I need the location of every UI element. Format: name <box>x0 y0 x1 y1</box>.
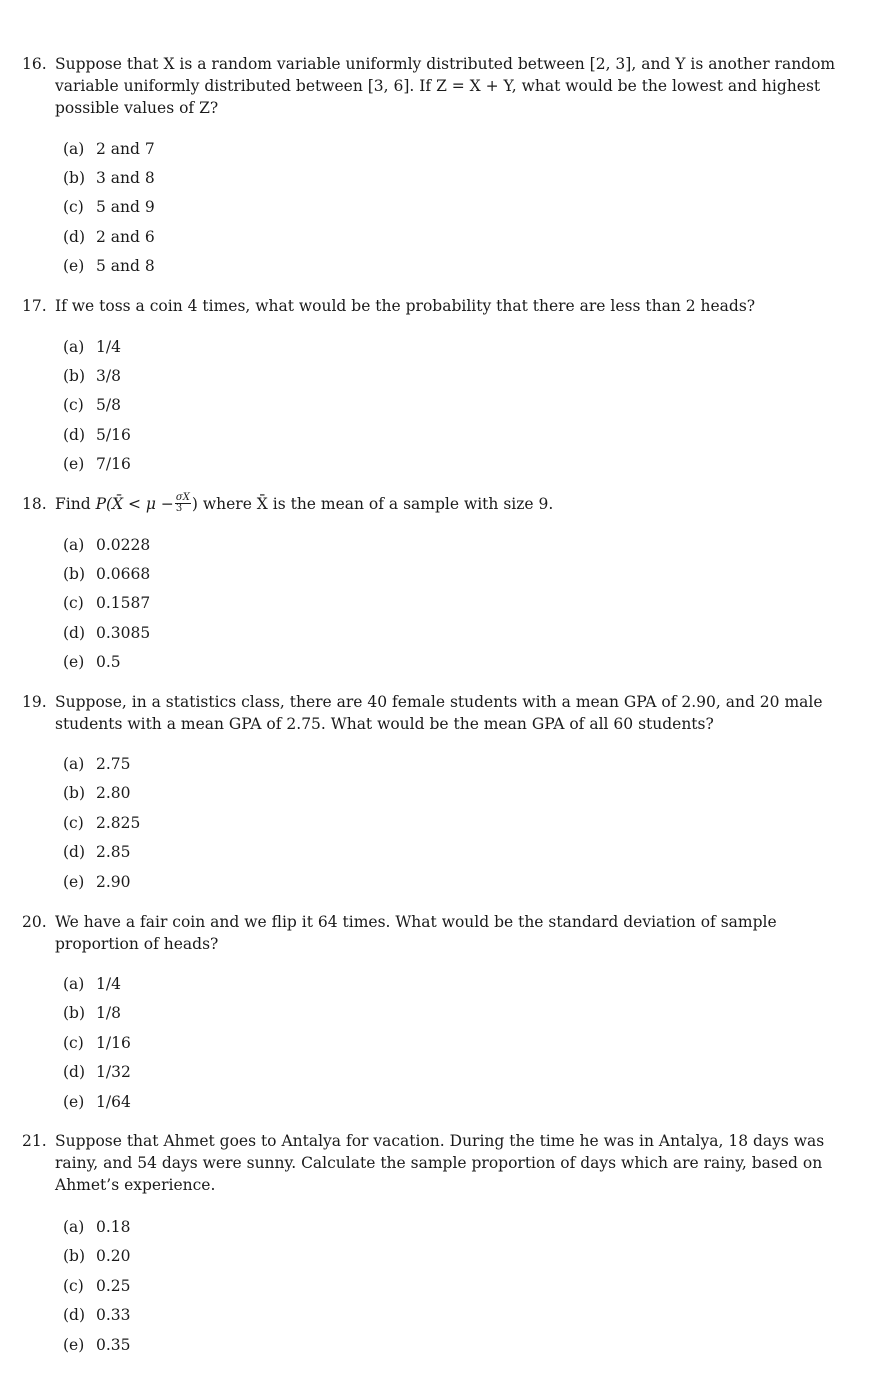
option-text: 2.75 <box>96 755 131 773</box>
option-text: 0.0668 <box>96 565 151 583</box>
option-label: (d) <box>63 843 86 861</box>
option-text: 7/16 <box>96 455 131 473</box>
option-text: 0.33 <box>96 1306 131 1324</box>
option-label: (a) <box>63 975 85 993</box>
option-label: (e) <box>63 873 85 891</box>
option-label: (a) <box>63 338 85 356</box>
option-text: 5/16 <box>96 426 131 444</box>
option-label: (e) <box>63 1093 85 1111</box>
option-b[interactable] <box>63 167 155 189</box>
question-text-line: Ahmet’s experience. <box>55 1176 216 1194</box>
question-text <box>55 295 855 317</box>
question-text-line: If we toss a coin 4 times, what would be the probability that there are less than 2 heads? <box>55 297 756 315</box>
question-text-line: rainy, and 54 days were sunny. Calculate the sample proportion of days which are rainy, based on <box>55 1154 823 1172</box>
option-d[interactable] <box>63 1061 131 1083</box>
option-a[interactable] <box>63 753 131 775</box>
question-number: 19. <box>22 693 47 711</box>
option-text: 5/8 <box>96 396 121 414</box>
option-text: 5 and 9 <box>96 198 155 216</box>
option-c[interactable] <box>63 196 155 218</box>
fraction-denominator: 3 <box>175 502 183 514</box>
question-text-line: Suppose that X is a random variable uniformly distributed between [2, 3], and Y is another random <box>55 55 836 73</box>
option-text: 5 and 8 <box>96 257 155 275</box>
option-label: (c) <box>63 1277 84 1295</box>
option-label: (a) <box>63 1218 85 1236</box>
option-c[interactable] <box>63 592 150 614</box>
option-d[interactable] <box>63 424 131 446</box>
option-text: 2.85 <box>96 843 131 861</box>
option-d[interactable] <box>63 1304 131 1326</box>
option-text: 1/64 <box>96 1093 131 1111</box>
probability-expression: P(X̄ < μ − <box>95 495 174 513</box>
option-label: (c) <box>63 594 84 612</box>
question-number: 16. <box>22 55 47 73</box>
question-text <box>55 493 855 516</box>
question-number: 17. <box>22 297 47 315</box>
option-text: 0.35 <box>96 1336 131 1354</box>
option-text: 2 and 6 <box>96 228 155 246</box>
option-e[interactable] <box>63 255 155 277</box>
option-text: 1/4 <box>96 338 121 356</box>
option-text: 1/8 <box>96 1004 121 1022</box>
option-label: (e) <box>63 1336 85 1354</box>
option-text: 1/16 <box>96 1034 131 1052</box>
option-label: (d) <box>63 624 86 642</box>
option-b[interactable] <box>63 1002 121 1024</box>
option-label: (d) <box>63 1306 86 1324</box>
option-text: 0.3085 <box>96 624 151 642</box>
question-text-line: students with a mean GPA of 2.75. What would be the mean GPA of all 60 students? <box>55 715 714 733</box>
option-b[interactable] <box>63 782 131 804</box>
option-text: 2 and 7 <box>96 140 155 158</box>
option-e[interactable] <box>63 453 131 475</box>
option-d[interactable] <box>63 622 150 644</box>
option-text: 3 and 8 <box>96 169 155 187</box>
option-d[interactable] <box>63 841 131 863</box>
question-text-rest: where X̄ is the mean of a sample with size 9. <box>202 495 554 513</box>
option-label: (b) <box>63 169 86 187</box>
option-a[interactable] <box>63 973 121 995</box>
option-label: (d) <box>63 228 86 246</box>
question-text <box>55 911 855 955</box>
question-text-line: Suppose that Ahmet goes to Antalya for vacation. During the time he was in Antalya, 18 days was <box>55 1132 825 1150</box>
option-text: 0.20 <box>96 1247 131 1265</box>
option-label: (e) <box>63 653 85 671</box>
question-text-find: Find <box>55 495 91 513</box>
option-label: (d) <box>63 1063 86 1081</box>
option-e[interactable] <box>63 1091 131 1113</box>
option-label: (b) <box>63 784 86 802</box>
option-b[interactable] <box>63 563 150 585</box>
question-text <box>55 1130 855 1196</box>
option-label: (a) <box>63 536 85 554</box>
option-label: (c) <box>63 814 84 832</box>
option-text: 3/8 <box>96 367 121 385</box>
option-text: 0.25 <box>96 1277 131 1295</box>
option-text: 1/32 <box>96 1063 131 1081</box>
option-a[interactable] <box>63 138 155 160</box>
option-c[interactable] <box>63 812 140 834</box>
option-text: 0.0228 <box>96 536 151 554</box>
option-e[interactable] <box>63 1334 131 1356</box>
option-label: (a) <box>63 140 85 158</box>
option-label: (e) <box>63 455 85 473</box>
option-c[interactable] <box>63 394 121 416</box>
option-label: (b) <box>63 1004 86 1022</box>
option-label: (c) <box>63 1034 84 1052</box>
option-label: (d) <box>63 426 86 444</box>
question-text-line: We have a fair coin and we flip it 64 times. What would be the standard deviation of sample <box>55 913 777 931</box>
option-text: 2.825 <box>96 814 141 832</box>
option-text: 0.18 <box>96 1218 131 1236</box>
option-label: (b) <box>63 565 86 583</box>
question-number: 21. <box>22 1132 47 1150</box>
option-d[interactable] <box>63 226 155 248</box>
option-label: (c) <box>63 198 84 216</box>
option-text: 2.80 <box>96 784 131 802</box>
option-label: (b) <box>63 1247 86 1265</box>
option-text: 0.1587 <box>96 594 151 612</box>
option-a[interactable] <box>63 1216 131 1238</box>
option-c[interactable] <box>63 1032 131 1054</box>
option-a[interactable] <box>63 336 121 358</box>
question-text-line: proportion of heads? <box>55 935 219 953</box>
option-label: (a) <box>63 755 85 773</box>
option-text: 1/4 <box>96 975 121 993</box>
sigma-over-three-fraction <box>175 493 191 514</box>
option-c[interactable] <box>63 1275 131 1297</box>
option-label: (b) <box>63 367 86 385</box>
question-text-line: Suppose, in a statistics class, there are 40 female students with a mean GPA of 2.90, and 20 male <box>55 693 823 711</box>
question-number: 18. <box>22 495 47 513</box>
question-text <box>55 53 855 119</box>
option-label: (e) <box>63 257 85 275</box>
option-a[interactable] <box>63 534 150 556</box>
option-label: (c) <box>63 396 84 414</box>
question-text-line: variable uniformly distributed between [3, 6]. If Z = X + Y, what would be the lowest and highest <box>55 77 821 95</box>
fraction-numerator: σX <box>175 491 190 503</box>
option-b[interactable] <box>63 365 121 387</box>
question-text-line: possible values of Z? <box>55 99 219 117</box>
option-b[interactable] <box>63 1245 131 1267</box>
option-e[interactable] <box>63 871 131 893</box>
option-text: 2.90 <box>96 873 131 891</box>
question-text <box>55 691 855 735</box>
expression-close: ) <box>191 495 198 513</box>
option-text: 0.5 <box>96 653 121 671</box>
question-number: 20. <box>22 913 47 931</box>
option-e[interactable] <box>63 651 121 673</box>
